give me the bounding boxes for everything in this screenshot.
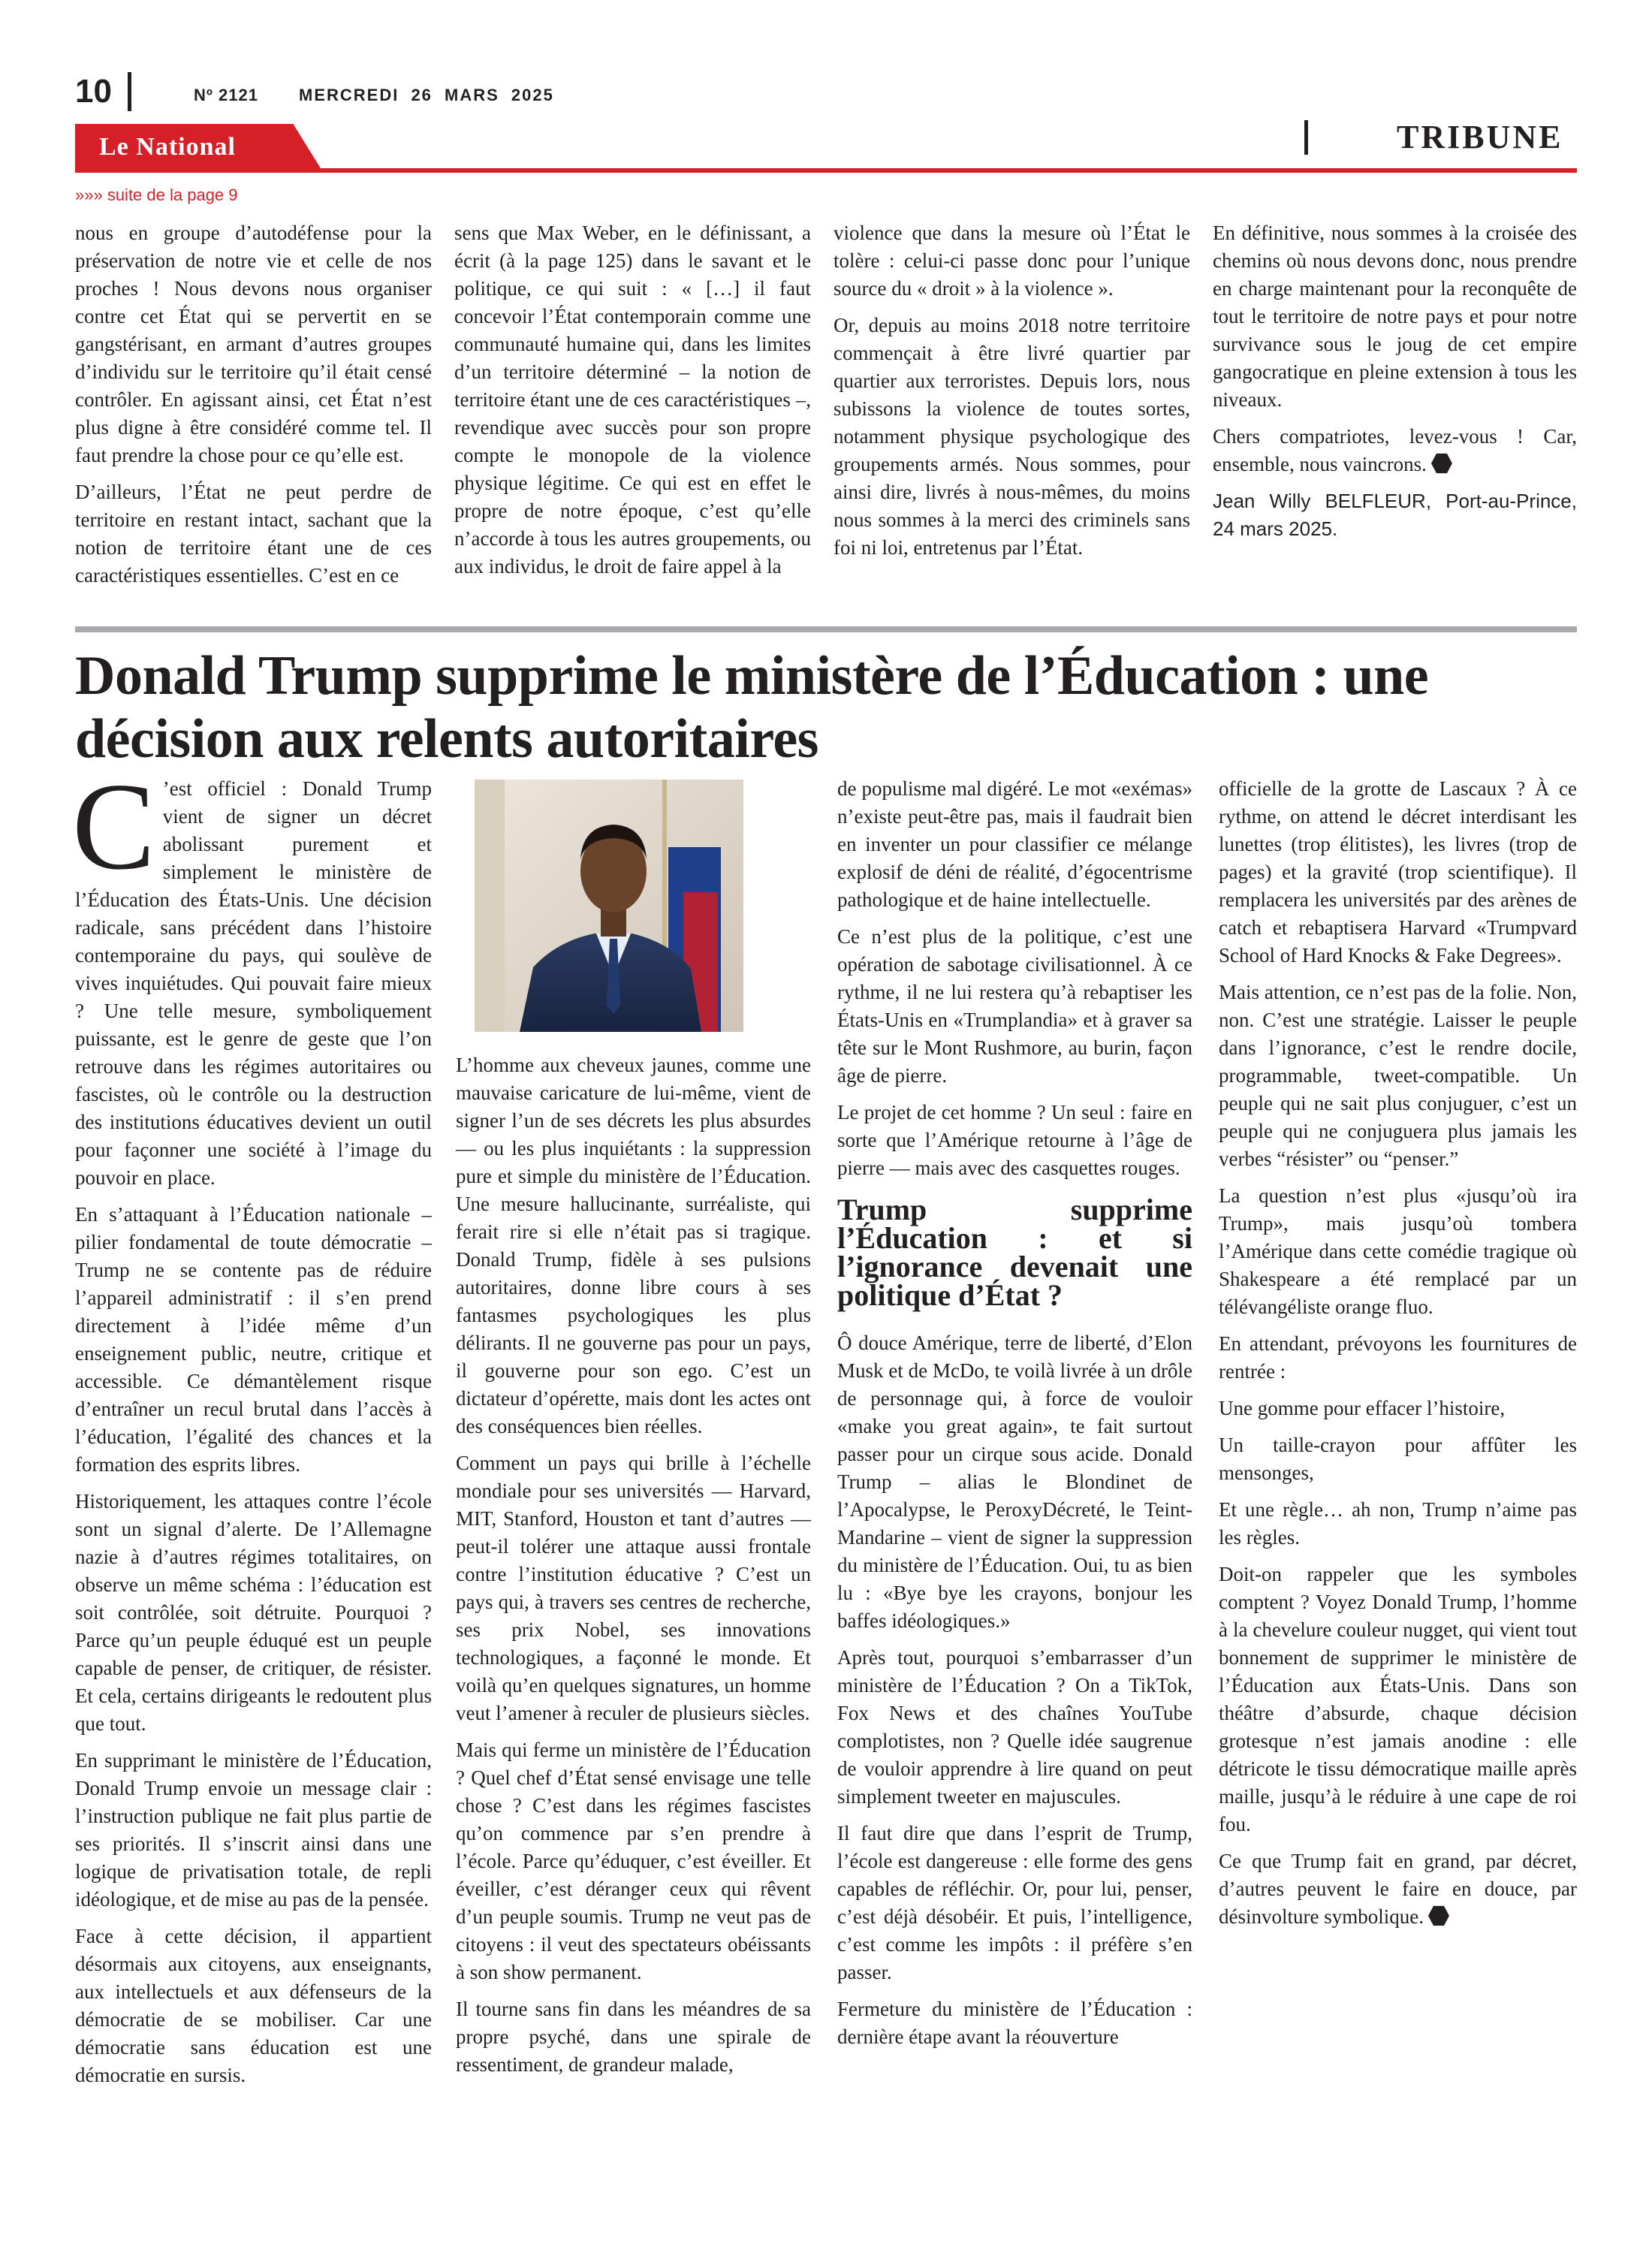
paragraph: Historiquement, les attaques contre l’école sont un signal d’alerte. De l’Allemagne nazie à d’autres régimes totalitaires, on observe un même schéma : l’éducation est soit contrôlée, soit détruite. Pourquoi ? Parce qu’un peuple éduqué est un peuple capable de penser, de critiquer, de résister. Et cela, certains dirigeants le redoutent plus que tout. [75,1490,432,1735]
paragraph: En définitive, nous sommes à la croisée des chemins où nous devons donc, nous prendre en charge maintenant pour la reconquête de tout le territoire de notre pays et pour notre survivance sous le joug de cet empire gangocratique en pleine extension à tous les niveaux. [1213,222,1577,411]
paragraph: Le projet de cet homme ? Un seul : faire en sorte que l’Amérique retourne à l’âge de pierre — mais avec des casquettes rouges. [837,1101,1192,1179]
top-article-column-4 [1213,219,1577,552]
paragraph: Comment un pays qui brille à l’échelle mondiale pour ses universités — Harvard, MIT, Stanford, Houston et tant d’autres — peut-il tolérer une attaque aussi frontale contre l’institution éducative ? C’est un pays qui, à travers ses centres de recherche, ses prix Nobel, ses innovations technologiques, a façonné le monde. Et voilà qu’en quelques signatures, un homme veut l’amener à reculer de plusieurs siècles. [456,1452,811,1724]
paragraph: En attendant, prévoyons les fournitures de rentrée : [1219,1332,1577,1383]
closing-line: Ce que Trump fait en grand, par décret, d’autres peuvent le faire en douce, par désinvolture symbolique. [1219,1850,1577,1928]
paragraph: En supprimant le ministère de l’Éducation, Donald Trump envoie un message clair : l’instruction publique ne fait plus partie de ses priorités. Il s’inscrit ainsi dans une logique de privatisation totale, de repli idéologique, et de mise au pas de la pensée. [75,1749,432,1911]
paragraph: Ô douce Amérique, terre de liberté, d’Elon Musk et de McDo, te voilà livrée à un drôle de personnage qui, à force de vouloir «make you great again», te fait surtout passer pour un cirque sous acide. Donald Trump – alias le Blondinet de l’Apocalypse, le PeroxyDécreté, le Teint-Mandarine – vient de signer la suppression du ministère de l’Éducation. Oui, tu as bien lu : «Bye bye les crayons, bonjour les baffes idéologiques.» [837,1332,1192,1632]
paragraph: Un taille-crayon pour affûter les mensonges, [1219,1434,1577,1484]
main-article-column-4 [1219,775,1577,1940]
paragraph: Doit-on rappeler que les symboles comptent ? Voyez Donald Trump, l’homme à la chevelure couleur nugget, qui vient tout bonnement de supprimer le ministère de l’Éducation aux États-Unis. Dans son théâtre d’absurde, chaque décision grotesque n’est jamais anodine : elle détricote le tissu démocratique maille après maille, jusqu’à le réduire à une cape de roi fou. [1219,1563,1577,1835]
paragraph: Fermeture du ministère de l’Éducation : dernière étape avant la réouverture [837,1998,1192,2048]
author-photo [475,780,743,1032]
page-number: 10 [75,73,112,110]
issue-number: Nº 2121 [194,86,258,104]
header-red-rule [75,168,1577,173]
top-article-column-2 [454,219,811,590]
closing-line: Chers compatriotes, levez-vous ! Car, ensemble, nous vaincrons. [1213,425,1577,475]
paragraph: Or, depuis au moins 2018 notre territoire commençait à être livré quartier par quartier aux terroristes. Depuis lors, nous subissons la violence de toutes sortes, notamment physique psychologique des groupements armés. Nous sommes, pour ainsi dire, livrés à nous-mêmes, du moins nous sommes à la merci des criminels sans foi ni loi, entretenus par l’État. [834,314,1190,559]
paragraph: violence que dans la mesure où l’État le tolère : celui-ci passe donc pour l’unique source du « droit » à la violence ». [834,222,1190,300]
end-of-article-icon [1431,453,1452,474]
top-article-column-3 [834,219,1190,571]
paragraph: Face à cette décision, il appartient désormais aux citoyens, aux enseignants, aux intellectuels et aux défenseurs de la démocratie de se mobiliser. Car une démocratie sans éducation est une démocratie en sursis. [75,1925,432,2086]
section-label: TRIBUNE [1397,119,1563,155]
article-separator [75,626,1577,632]
paragraph: nous en groupe d’autodéfense pour la préservation de notre vie et celle de nos proches ! Nous devons nous organiser contre cet État qui se pervertit en se gangstérisant, en armant d’autres groupes d’individu sur le territoire qu’il était censé contrôler. En agissant ainsi, cet État n’est plus digne à être considéré comme tel. Il faut prendre la chose pour ce qu’elle est. [75,222,432,466]
paragraph [1219,1847,1577,1931]
paragraph: Après tout, pourquoi s’embarrasser d’un ministère de l’Éducation ? On a TikTok, Fox News et des chaînes YouTube complotistes, non ? Quelle idée saugrenue de vouloir apprendre à lire quand on peut simplement tweeter en majuscules. [837,1646,1192,1808]
paragraph [72,757,432,1192]
issue-date: MERCREDI 26 MARS 2025 [299,86,554,104]
paragraph: L’homme aux cheveux jaunes, comme une mauvaise caricature de lui-même, vient de signer l’un de ses décrets les plus absurdes — ou les plus inquiétants : la suppression pure et simple du ministère de l’Éducation. Une mesure hallucinante, surréaliste, qui ferait rire si elle n’était pas si tragique. Donald Trump, fidèle à ses pulsions autoritaires, donne libre cours à ses fantasmes psychologiques les plus délirants. Il ne gouverne pas pour un pays, il gouverne pour son ego. C’est un dictateur d’opérette, mais dont les actes ont des conséquences bien réelles. [456,1054,811,1437]
article-subheadline: Trump supprime l’Éducation : et si l’ignorance devenait une politique d’État ? [837,1193,1192,1312]
end-of-article-icon [1428,1905,1449,1926]
paragraph: En s’attaquant à l’Éducation nationale – pilier fondamental de toute démocratie – Trump ne se contente pas de réduire l’appareil administratif : il s’en prend directement à l’idée même d’un enseignement public, neutre, critique et accessible. Ce démantèlement risque d’entraîner un recul brutal dans l’accès à l’éducation, l’égalité des chances et la formation des esprits libres. [75,1203,432,1476]
paragraph: de populisme mal digéré. Le mot «exémas» n’existe peut-être pas, mais il faudrait bien en inventer un pour classifier ce mélange explosif de déni de réalité, d’égocentrisme pathologique et de haine intellectuelle. [837,777,1192,911]
paragraph [1213,423,1577,478]
main-article-column-2 [456,1051,811,2088]
top-article-column-1 [75,219,432,599]
paragraph: sens que Max Weber, en le définissant, a écrit (à la page 125) dans le savant et le politique, ce qui suit : « […] il faut concevoir l’État contemporain comme une communauté humaine qui, dans les limites d’un territoire déterminé – la notion de territoire étant une de ces caractéristiques –, revendique avec succès pour son propre compte le monopole de la violence physique légitime. Ce qui est en effet le propre de notre époque, c’est qu’elle n’accorde à tous les autres groupements, ou aux individus, le droit de faire appel à la [454,222,811,578]
paragraph: Mais qui ferme un ministère de l’Éducation ? Quel chef d’État sensé envisage une telle chose ? C’est dans les régimes fascistes qu’on commence par s’en prendre à l’école. Parce qu’éduquer, c’est éveiller. Et éveiller, c’est déranger ceux qui rêvent d’un peuple soumis. Trump ne veut pas de citoyens : il veut des spectateurs obéissants à son show permanent. [456,1739,811,1983]
paragraph: Une gomme pour effacer l’histoire, [1219,1397,1506,1419]
continued-from: »»» suite de la page 9 [75,185,238,204]
paragraph: Il faut dire que dans l’esprit de Trump, l’école est dangereuse : elle forme des gens capables de réfléchir. Or, pour lui, penser, c’est déjà désobéir. Et puis, l’intelligence, c’est comme les impôts : il préfère s’en passer. [837,1822,1192,1983]
paragraph: Ce n’est plus de la politique, c’est une opération de sabotage civilisationnel. À ce rythme, il ne lui restera qu’à rebaptiser les États-Unis en «Trumplandia» et à graver sa tête sur le Mont Rushmore, au burin, façon âge de pierre. [837,925,1192,1087]
page-number-divider [128,72,131,111]
drop-cap: C [72,757,155,895]
lead-text: ’est officiel : Donald Trump vient de signer un décret abolissant purement et simplement le ministère de l’Éducation des États-Unis. Une décision radicale, sans précédent dans l’histoire contemporaine du pays, qui soulève de vives inquiétudes. Qui pouvait faire mieux ? Une telle mesure, symboliquement puissante, est le genre de geste que l’on retrouve dans les régimes autoritaires ou fascistes, où le contrôle ou la destruction des institutions éducatives devient un outil pour façonner une société à l’image du pouvoir en place. [75,777,432,1189]
section-divider [1304,120,1308,155]
brand-name: Le National [99,133,236,161]
paragraph: La question n’est plus «jusqu’où ira Trump», mais jusqu’où tombera l’Amérique dans cette comédie tragique où Shakespeare a été remplacé par un télévangéliste orange fluo. [1219,1184,1577,1318]
paragraph: Il tourne sans fin dans les méandres de sa propre psyché, dans une spirale de ressentiment, de grandeur malade, [456,1998,811,2076]
author-signature: Jean Willy BELFLEUR, Port-au-Prince, 24 mars 2025. [1213,490,1577,540]
paragraph: Mais attention, ce n’est pas de la folie. Non, non. C’est une stratégie. Laisser le peuple dans l’ignorance, c’est le rendre docile, programmable, tweet-compatible. Un peuple qui ne sait plus conjuguer, c’est un peuple qui ne conjuguera plus jamais les verbes “résister” ou “penser.” [1219,981,1577,1170]
paragraph: D’ailleurs, l’État ne peut perdre de territoire en restant intact, sachant que la notion de territoire étant une de ces caractéristiques essentielles. C’est en ce [75,481,432,587]
main-article-column-3 [837,775,1192,2060]
main-article-column-1 [72,757,432,2098]
paragraph: Et une règle… ah non, Trump n’aime pas les règles. [1219,1498,1577,1549]
paragraph: officielle de la grotte de Lascaux ? À ce rythme, on attend le décret interdisant les lunettes (trop élitistes), les livres (trop de pages) et la gravité (trop scientifique). Il remplacera les universités par des arènes de catch et rebaptisera Harvard «Trumpvard School of Hard Knocks & Fake Degrees». [1219,777,1577,967]
article-headline: Donald Trump supprime le ministère de l’Éducation : une décision aux relents autoritaires [75,645,1429,770]
